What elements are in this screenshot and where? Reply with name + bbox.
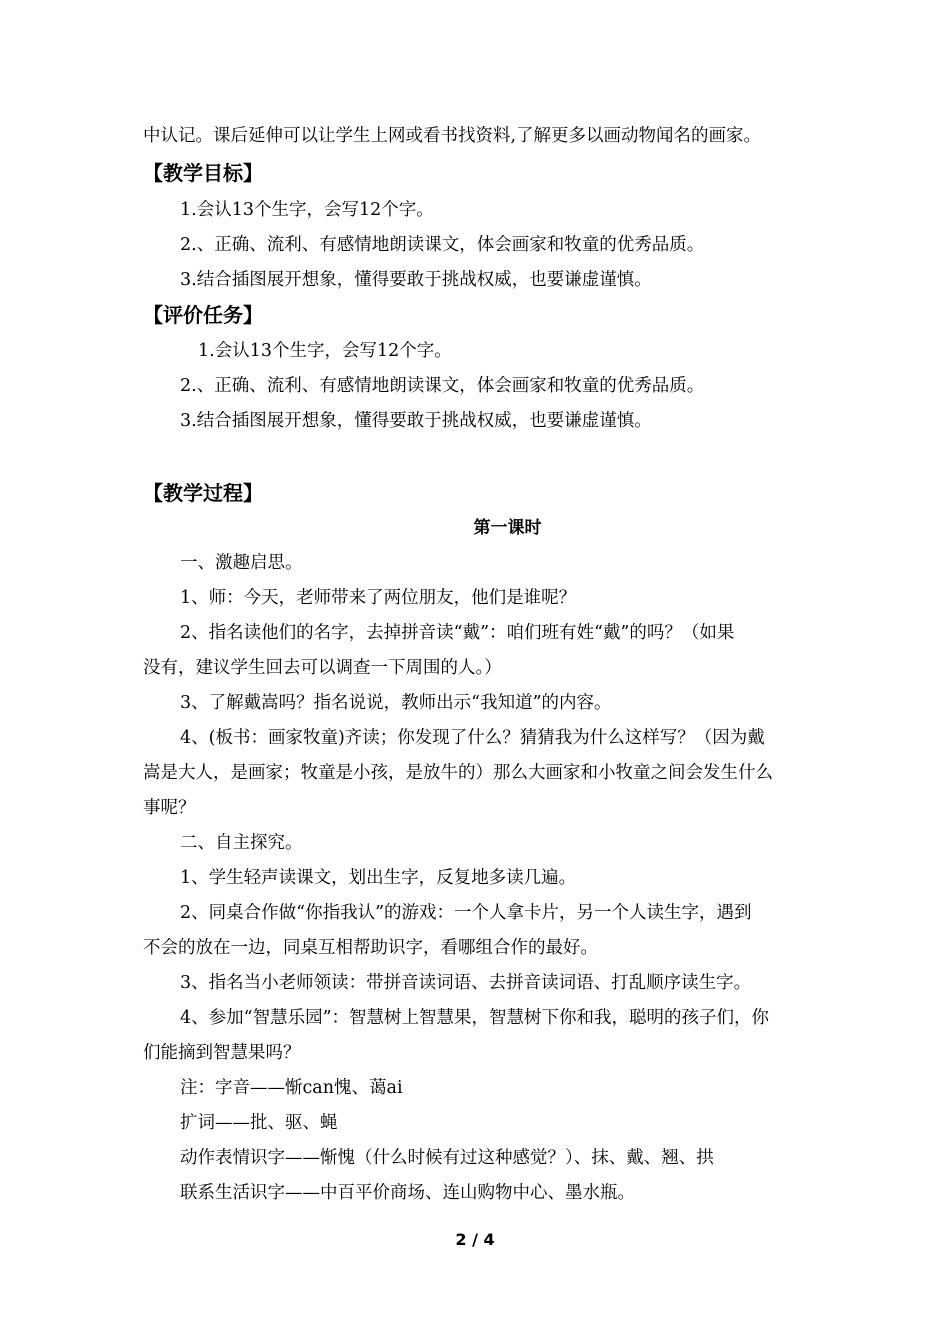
process-line: 动作表情识字——惭愧（什么时候有过这种感觉？）、抹、戴、翘、拱 <box>180 1148 714 1168</box>
intro-tail-paragraph: 中认记。课后延伸可以让学生上网或看书找资料,了解更多以画动物闻名的画家。 <box>143 126 762 146</box>
process-line: 4、(板书：画家牧童)齐读；你发现了什么？猜猜我为什么这样写？（因为戴 <box>180 728 765 748</box>
process-line: 不会的放在一边，同桌互相帮助识字，看哪组合作的最好。 <box>143 938 598 958</box>
evaluation-heading: 【评价任务】 <box>143 303 263 327</box>
lesson-title: 第一课时 <box>473 518 542 538</box>
process-line: 们能摘到智慧果吗？ <box>143 1043 301 1063</box>
process-line: 没有，建议学生回去可以调查一下周围的人。） <box>143 658 502 678</box>
process-line: 1、学生轻声读课文，划出生字，反复地多读几遍。 <box>180 868 577 888</box>
process-line: 二、自主探究。 <box>180 833 303 853</box>
process-line: 4、参加“智慧乐园”：智慧树上智慧果，智慧树下你和我，聪明的孩子们，你 <box>180 1008 770 1028</box>
objective-item: 3.结合插图展开想象，懂得要敢于挑战权威，也要谦虚谨慎。 <box>180 270 652 290</box>
process-line: 一、激趣启思。 <box>180 553 303 573</box>
process-line: 2、同桌合作做“你指我认”的游戏：一个人拿卡片，另一个人读生字，遇到 <box>180 903 752 923</box>
evaluation-item: 2.、正确、流利、有感情地朗读课文，体会画家和牧童的优秀品质。 <box>180 376 705 396</box>
process-line: 3、指名当小老师领读：带拼音读词语、去拼音读词语、打乱顺序读生字。 <box>180 973 752 993</box>
process-line: 注：字音——惭can愧、蔼ai <box>180 1078 403 1098</box>
process-line: 1、师：今天，老师带来了两位朋友，他们是谁呢？ <box>180 588 577 608</box>
objective-item: 1.会认13个生字，会写12个字。 <box>180 200 434 220</box>
process-heading: 【教学过程】 <box>143 481 263 505</box>
process-line: 扩词——批、驱、蝇 <box>180 1113 338 1133</box>
objectives-heading: 【教学目标】 <box>143 161 263 185</box>
process-line: 3、了解戴嵩吗？指名说说，教师出示“我知道”的内容。 <box>180 693 612 713</box>
process-line: 事呢？ <box>143 798 196 818</box>
process-line: 嵩是大人，是画家；牧童是小孩，是放牛的）那么大画家和小牧童之间会发生什么 <box>143 763 773 783</box>
process-line: 2、指名读他们的名字，去掉拼音读“戴”：咱们班有姓“戴”的吗？（如果 <box>180 623 735 643</box>
objective-item: 2.、正确、流利、有感情地朗读课文，体会画家和牧童的优秀品质。 <box>180 235 705 255</box>
page-number: 2 / 4 <box>455 1230 495 1249</box>
process-line: 联系生活识字——中百平价商场、连山购物中心、墨水瓶。 <box>180 1183 635 1203</box>
evaluation-item: 3.结合插图展开想象，懂得要敢于挑战权威，也要谦虚谨慎。 <box>180 411 652 431</box>
evaluation-item: 1.会认13个生字，会写12个字。 <box>198 341 452 361</box>
